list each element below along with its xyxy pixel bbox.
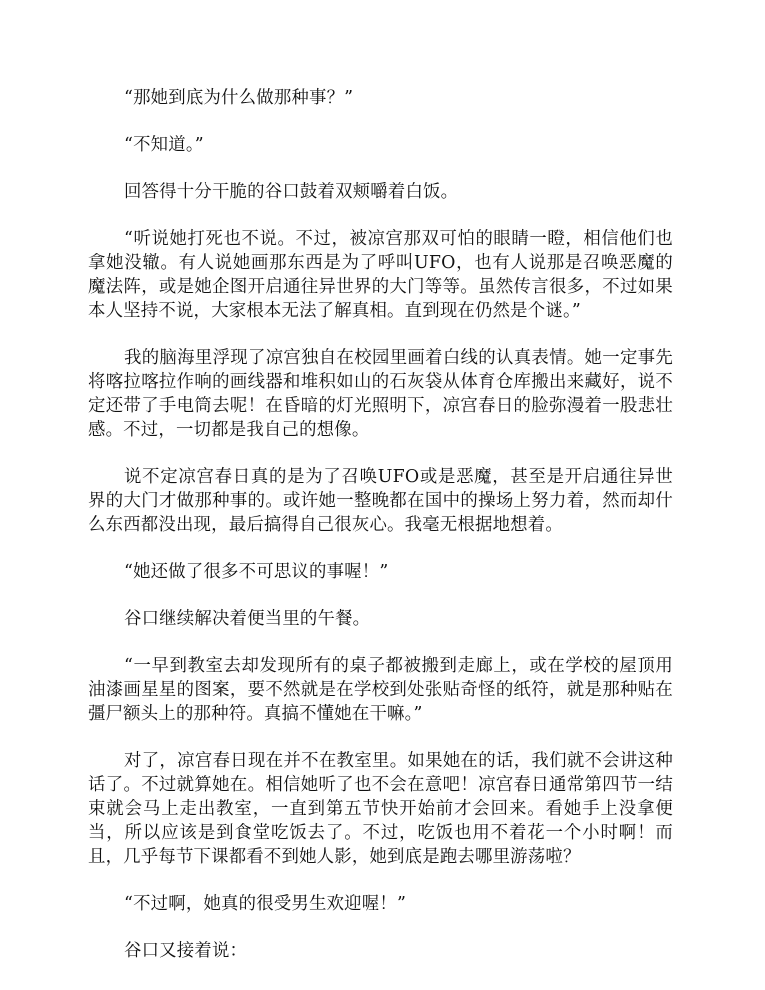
paragraph: 谷口继续解决着便当里的午餐。 (124, 609, 371, 629)
paragraph: 谷口又接着说： (124, 941, 248, 961)
paragraph: “不过啊，她真的很受男生欢迎喔！” (124, 894, 407, 914)
paragraph: 说不定凉宫春日真的是为了召唤UFO或是恶魔，甚至是开启通往异世界的大门才做那种事的。或许她一整晚都在国中的操场上努力着，然而却什么东西都没出现，最后搞得自己很灰心。我毫无根据地想着。 (88, 467, 673, 535)
paragraph: 对了，凉宫春日现在并不在教室里。如果她在的话，我们就不会讲这种话了。不过就算她在。相信她听了也不会在意吧！凉宫春日通常第四节一结束就会马上走出教室，一直到第五节快开始前才会回来。看她手上没拿便当，所以应该是到食堂吃饭去了。不过，吃饭也用不着花一个小时啊！而且，几乎每节下课都看不到她人影，她到底是跑去哪里游荡啦？ (88, 751, 673, 867)
paragraph: “听说她打死也不说。不过，被凉宫那双可怕的眼睛一瞪，相信他们也拿她没辙。有人说她画那东西是为了呼叫UFO，也有人说那是召唤恶魔的魔法阵，或是她企图开启通往异世界的大门等等。虽然传言很多，不过如果本人坚持不说，大家根本无法了解真相。直到现在仍然是个谜。” (88, 229, 673, 321)
paragraph: “不知道。” (124, 135, 204, 155)
paragraph: “一早到教室去却发现所有的桌子都被搬到走廊上，或在学校的屋顶用油漆画星星的图案，要不然就是在学校到处张贴奇怪的纸符，就是那种贴在彊尸额头上的那种符。真搞不懂她在干嘛。” (88, 656, 673, 724)
paragraph: 我的脑海里浮现了凉宫独自在校园里画着白线的认真表情。她一定事先将喀拉喀拉作响的画线器和堆积如山的石灰袋从体育仓库搬出来藏好，说不定还带了手电筒去呢！在昏暗的灯光照明下，凉宫春日的脸弥漫着一股悲壮感。不过，一切都是我自己的想像。 (88, 348, 673, 440)
body-text (88, 86, 673, 986)
paragraph: 回答得十分干脆的谷口鼓着双颊嚼着白饭。 (124, 182, 459, 202)
paragraph: “她还做了很多不可思议的事喔！” (124, 562, 389, 582)
paragraph: “那她到底为什么做那种事？” (124, 88, 354, 108)
